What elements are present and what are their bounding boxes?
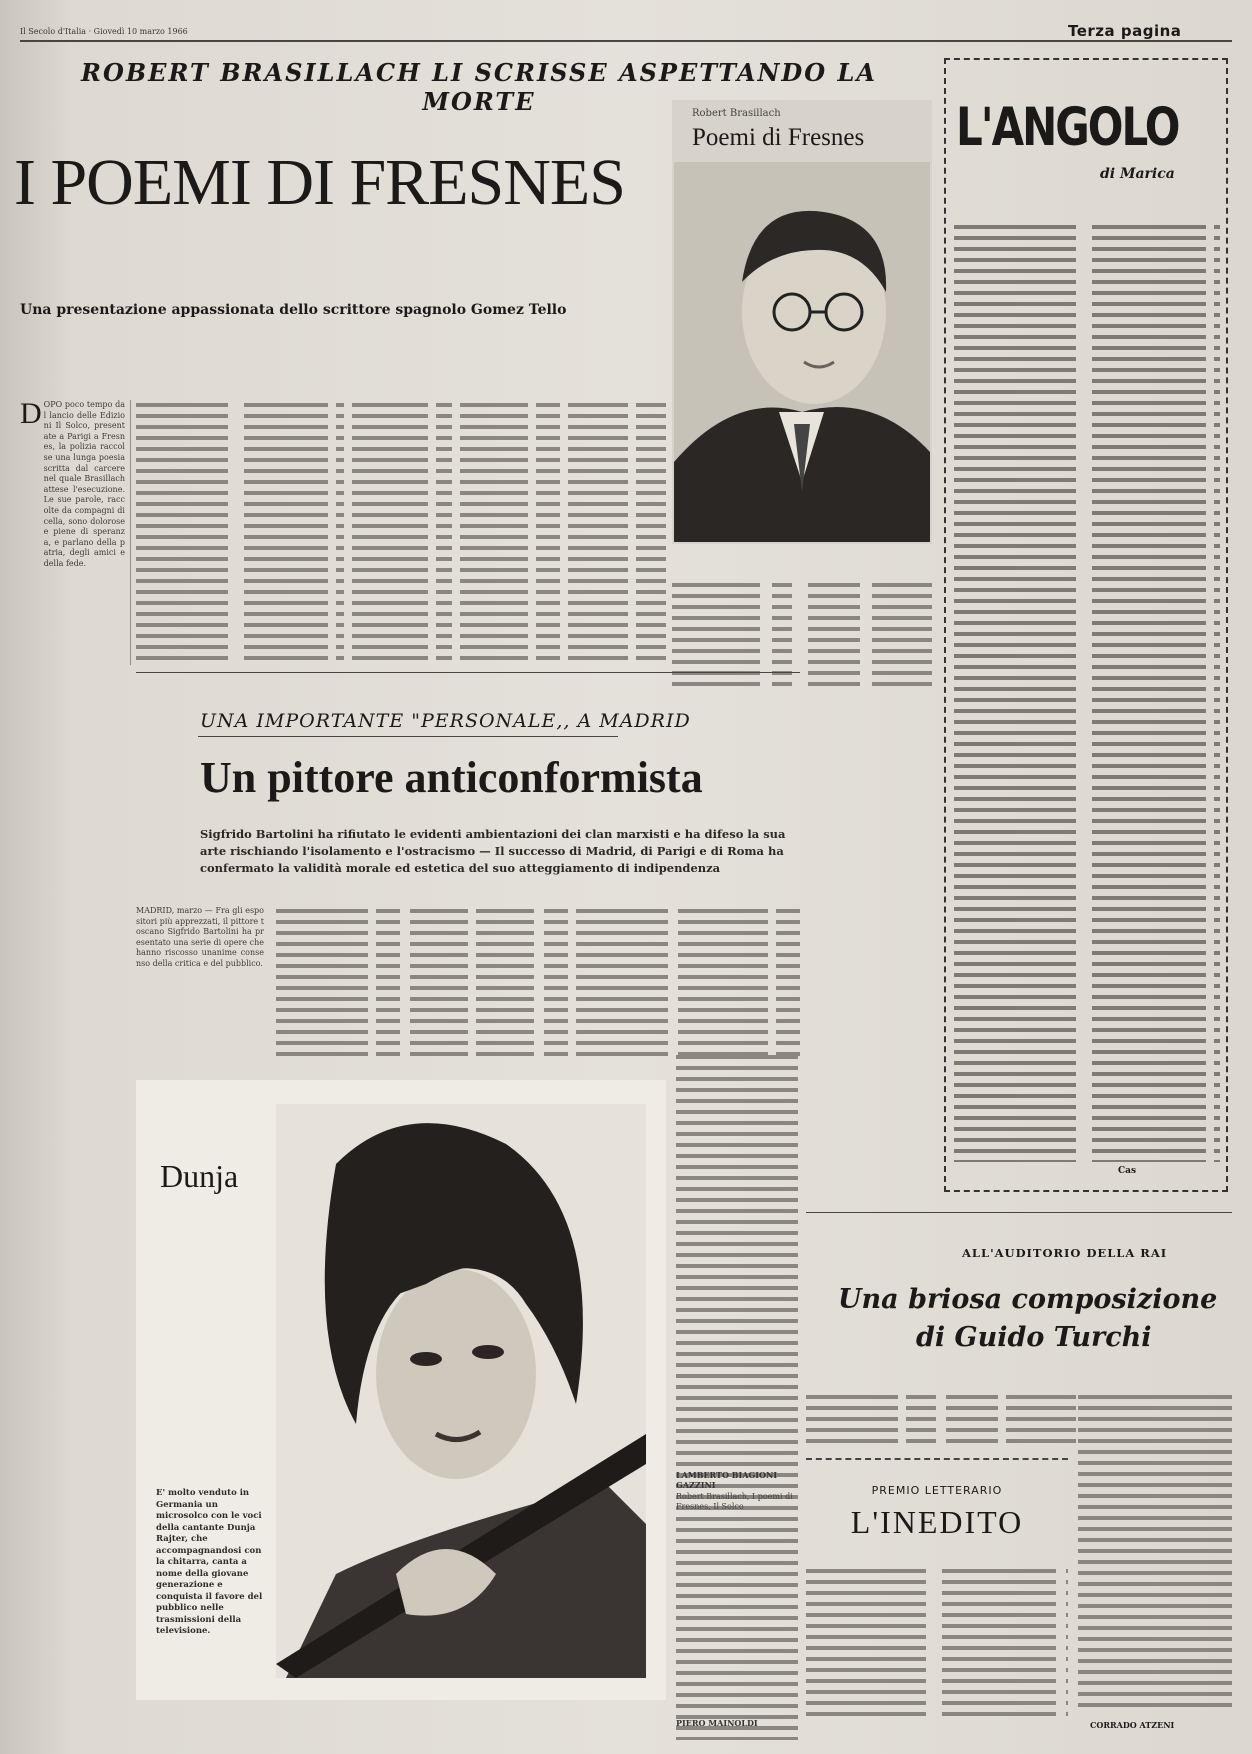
inedito-title: L'INEDITO (850, 1504, 1024, 1540)
poems-byline: LAMBERTO BIAGIONI GAZZINI (676, 1470, 778, 1490)
dunja-photo (276, 1104, 646, 1678)
inedito-kicker: PREMIO LETTERARIO (871, 1484, 1003, 1497)
brasillach-column-1 (20, 397, 125, 1700)
turchi-body-right (1078, 1392, 1232, 1712)
turchi-title-line2: di Guido Turchi (916, 1322, 1152, 1353)
dunja-figure (276, 1104, 646, 1678)
brasillach-kicker: ROBERT BRASILLACH LI SCRISSE ASPETTANDO LA MORTE (81, 58, 877, 116)
turchi-byline: CORRADO ATZENI (1090, 1720, 1175, 1730)
poem-columns-continued (672, 580, 932, 690)
book-cover (672, 100, 932, 544)
pittore-deck: Sigfrido Bartolini ha rifiutato le evidenti ambientazioni dei clan marxisti e ha difeso la sua arte rischiando l'isolamento e l'ostracismo — Il successo di Madrid, di Parigi e di Roma ha confermato la validità morale ed estetica del suo atteggiamento di indipendenza (200, 827, 786, 875)
pittore-dateline: MADRID, marzo — Fra gli espositori più apprezzati, il pittore toscano Sigfrido Bartolini ha presentato una serie di opere che hanno riscosso unanime consenso della critica e del pubblico. (136, 906, 264, 968)
dunja-caption: E' molto venduto in Germania un microsolco con le voci della cantante Dunja Rajter, che accompagnandosi con la chitarra, canta a nome della giovane generazione e conquista il favore del pubblico nelle trasmissioni della televisione. (156, 1488, 263, 1636)
paper-date: Il Secolo d'Italia · Giovedì 10 marzo 1966 (20, 27, 188, 36)
header-rule (20, 40, 1232, 42)
angolo-columns (954, 222, 1220, 1182)
portrait-figure (674, 162, 930, 542)
dunja-name: Dunja (160, 1158, 239, 1194)
dropcap: D (20, 397, 42, 430)
book-author: Robert Brasillach (692, 108, 781, 119)
brasillach-subtitle: Una presentazione appassionata dello scrittore spagnolo Gomez Tello (20, 302, 567, 318)
section-label: Terza pagina (1068, 22, 1182, 40)
dunja-photo-frame (136, 1080, 666, 1700)
turchi-title-line1: Una briosa composizione (838, 1284, 1218, 1315)
poems-credit: Robert Brasillach, I poemi di Fresnes, Il Solco (676, 1492, 793, 1511)
turchi-kicker: ALL'AUDITORIO DELLA RAI (962, 1246, 1168, 1260)
pittore-title: Un pittore anticonformista (200, 753, 703, 802)
brasillach-title: I POEMI DI FRESNES (14, 146, 625, 219)
inedito-body (806, 1566, 1068, 1716)
angolo-title: L'ANGOLO (956, 96, 1179, 158)
column-byline: PIERO MAINOLDI (676, 1718, 758, 1728)
right-column-text (676, 700, 798, 1740)
angolo-byline: di Marica (1100, 166, 1175, 182)
brasillach-photo (674, 162, 930, 542)
book-title: Poemi di Fresnes (692, 124, 865, 151)
brasillach-lead: OPO poco tempo dal lancio delle Edizioni Il Solco, presentate a Parigi a Fresnes, la polizia raccolse una lunga poesia scritta dal carcere nel quale Brasillach attese l'esecuzione. Le sue parole, raccolte da compagni di cella, sono dolorose e piene di speranza, e parlano della patria, degli amici e della fede. (43, 400, 125, 568)
poem-columns (136, 400, 666, 662)
angolo-signoff: Cas (1118, 1166, 1137, 1176)
pittore-kicker: UNA IMPORTANTE "PERSONALE,, A MADRID (200, 710, 691, 732)
